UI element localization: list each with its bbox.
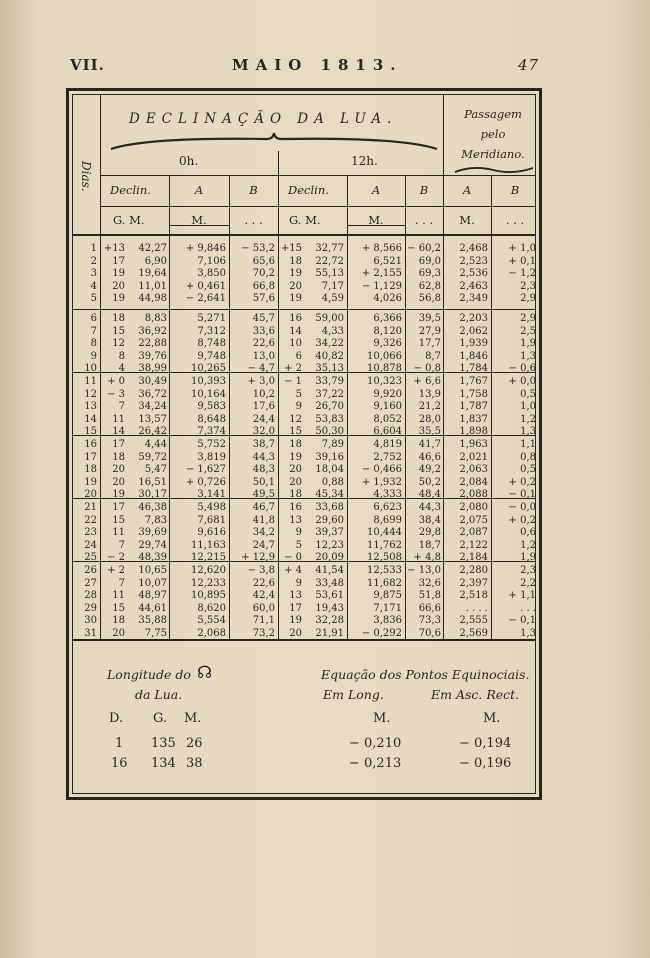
declin-12-min-cell: 59,00 4,33 34,22 40,82 35,13 [315, 313, 344, 375]
a-12-cell: 6,366 8,120 9,326 10,066 10,878 [367, 313, 402, 375]
declin-12-min-cell: 33,68 29,60 39,37 12,23 20,09 [315, 502, 344, 564]
unit-dots-12: . . . [414, 213, 434, 227]
declin-12-deg-cell: +15 18 19 20 19 [280, 243, 302, 305]
a-12-cell: + 8,566 6,521 + 2,155 − 1,129 4,026 [361, 243, 402, 305]
passagem-b-cell: + 1,0 + 0,1 − 1,2 2,3 2,9 [508, 243, 536, 305]
longitude-row-deg: 134 [151, 756, 176, 771]
b-12-cell: + 6,6 13,9 21,2 28,0 35,5 [413, 376, 441, 438]
passagem-b-cell: 1,1 0,8 0,5 + 0,2 − 0,1 [508, 439, 536, 501]
declin-12-deg-cell: 18 19 20 20 18 [289, 439, 302, 501]
passagem-a-cell: 2,468 2,523 2,536 2,463 2,349 [459, 243, 488, 305]
running-header-title: MAIO 1813. [232, 56, 403, 74]
unit-m-0: M. [191, 213, 207, 227]
a-0-cell: 5,752 3,819 − 1,627 + 0,726 3,141 [185, 439, 226, 501]
a-0-cell: 5,498 7,681 9,616 11,163 12,215 [191, 502, 226, 564]
a-12-cell: 10,323 9,920 9,160 8,052 6,604 [367, 376, 402, 438]
b-0-cell: 38,7 44,3 48,3 50,1 49,5 [252, 439, 275, 501]
declin-0-deg-cell: 18 15 12 8 4 [112, 313, 125, 375]
unit-gm-0: G. M. [113, 213, 145, 227]
declin-0-deg-cell: 17 18 20 20 19 [112, 439, 125, 501]
declin-12-deg-cell: + 4 9 13 17 19 20 [284, 565, 302, 639]
brace-ornament [107, 131, 441, 153]
declin-12-deg-cell: 16 13 9 5 − 0 [284, 502, 302, 564]
a-12-cell: 4,819 2,752 − 0,466 + 1,932 4,333 [361, 439, 402, 501]
a-0-cell: + 9,846 7,106 3,850 + 0,461 − 2,641 [185, 243, 226, 305]
declin-12-min-cell: 32,77 22,72 55,13 7,17 4,59 [315, 243, 344, 305]
dias-cell: 11 12 13 14 15 [84, 376, 97, 438]
col-d-label: D. [109, 711, 124, 726]
declin-12-deg-cell: 16 14 10 6 + 2 [284, 313, 302, 375]
passagem-a-cell: 2,203 2,062 1,939 1,846 1,784 [459, 313, 488, 375]
col-a-0: A [194, 183, 204, 197]
passagem-a-cell: 1,767 1,758 1,787 1,837 1,898 [459, 376, 488, 438]
declin-0-deg-cell: + 0 − 3 7 11 14 [107, 376, 125, 438]
col-b-12: B [419, 183, 429, 197]
dias-cell: 16 17 18 19 20 [84, 439, 97, 501]
dias-cell: 26 27 28 29 30 31 [84, 565, 97, 639]
declin-12-deg-cell: − 1 5 9 12 15 [284, 376, 302, 438]
passagem-b-cell: + 0,0 0,5 1,0 1,2 1,3 [508, 376, 536, 438]
dias-cell: 21 22 23 24 25 [84, 502, 97, 564]
declin-0-min-cell: 46,38 7,83 39,69 29,74 48,39 [138, 502, 167, 564]
b-0-cell: 45,7 33,6 22,6 13,0 − 4,7 [247, 313, 275, 375]
equation-title: Equação dos Pontos Equinociais. [321, 667, 530, 682]
passagem-label-3: Meridiano. [461, 147, 525, 161]
dias-label: Dias. [79, 161, 93, 192]
passagem-a-cell: 2,080 2,075 2,087 2,122 2,184 [459, 502, 488, 564]
passagem-label-2: pelo [480, 127, 506, 141]
col-b-pass: B [510, 183, 520, 197]
col-declin-12: Declin. [288, 183, 329, 197]
equation-long-value: − 0,210 [349, 736, 402, 751]
rule-dias [100, 95, 101, 640]
passagem-b-cell: 2,3 2,2 + 1,1 . . . − 0,1 1,3 [508, 565, 536, 639]
unit-m-long: M. [373, 711, 391, 726]
dias-cell: 1 2 3 4 5 [90, 243, 97, 305]
a-12-cell: 6,623 8,699 10,444 11,762 12,508 [367, 502, 402, 564]
longitude-row-day: 16 [111, 756, 128, 771]
ephemeris-table-frame [66, 88, 542, 800]
unit-gm-12: G. M. [289, 213, 321, 227]
passagem-b-cell: − 0,0 + 0,2 0,6 1,2 1,9 [508, 502, 536, 564]
rule-colhead [100, 175, 535, 176]
col-g-label: G. [153, 711, 168, 726]
a-0-cell: 5,271 7,312 8,748 9,748 10,265 [191, 313, 226, 375]
col-declin-0: Declin. [110, 183, 151, 197]
unit-dots-pass: . . . [505, 213, 525, 227]
a-12-cell: 12,533 11,682 9,875 7,171 3,836 − 0,292 [361, 565, 402, 639]
b-12-cell: 41,7 46,6 49,2 50,2 48,4 [418, 439, 441, 501]
col-a-pass: A [462, 183, 472, 197]
declin-0-min-cell: 10,65 10,07 48,97 44,61 35,88 7,75 [138, 565, 167, 639]
b-12-cell: − 60,2 69,0 69,3 62,8 56,8 [407, 243, 441, 305]
b-12-cell: 39,5 27,9 17,7 8,7 − 0,8 [413, 313, 441, 375]
passagem-a-cell: 1,963 2,021 2,063 2,084 2,088 [459, 439, 488, 501]
declin-0-min-cell: 8,83 36,92 22,88 39,76 38,99 [138, 313, 167, 375]
declin-0-deg-cell: 17 15 11 7 − 2 [107, 502, 125, 564]
longitude-row-deg: 135 [151, 736, 176, 751]
declin-12-min-cell: 7,89 39,16 18,04 0,88 45,34 [315, 439, 344, 501]
b-12-cell: 44,3 38,4 29,8 18,7 + 4,8 [413, 502, 441, 564]
rule-units [100, 206, 535, 207]
declin-0-deg-cell: +13 17 19 20 19 [103, 243, 125, 305]
unit-m-12: M. [368, 213, 384, 227]
declin-0-deg-cell: + 2 7 11 15 18 20 [107, 565, 125, 639]
b-0-cell: − 53,2 65,6 70,2 66,8 57,6 [241, 243, 275, 305]
b-0-cell: + 3,0 10,2 17,6 24,4 32,0 [247, 376, 275, 438]
passagem-b-cell: 2,9 2,5 1,9 1,3 − 0,6 [508, 313, 536, 375]
ascending-node-icon: ☊ [197, 663, 213, 683]
declin-12-min-cell: 41,54 33,48 53,61 19,43 32,28 21,91 [315, 565, 344, 639]
col-b-0: B [249, 183, 258, 197]
running-header-left: VII. [70, 56, 105, 74]
rule-header-bottom [73, 234, 535, 236]
b-0-cell: 46,7 41,8 34,2 24,7 + 12,9 [241, 502, 275, 564]
longitude-row-day: 1 [115, 736, 124, 751]
unit-dots-0: . . . [244, 213, 263, 227]
hour-0-label: 0h. [179, 154, 199, 168]
longitude-row-min: 38 [186, 756, 203, 771]
equation-long-value: − 0,213 [349, 756, 402, 771]
em-asc-label: Em Asc. Rect. [431, 687, 520, 702]
a-0-cell: 10,393 10,164 9,583 8,648 7,374 [191, 376, 226, 438]
declin-12-min-cell: 33,79 37,22 26,70 53,83 50,30 [315, 376, 344, 438]
unit-m-pass: M. [459, 213, 475, 227]
hour-12-label: 12h. [351, 154, 378, 168]
b-12-cell: − 13,0 32,6 51,8 66,6 73,3 70,6 [407, 565, 441, 639]
declin-0-min-cell: 4,44 59,72 5,47 16,51 30,17 [138, 439, 167, 501]
declin-0-min-cell: 30,49 36,72 34,24 13,57 26,42 [138, 376, 167, 438]
page-number: 47 [518, 56, 540, 74]
table-title: DECLINAÇÃO DA LUA. [129, 111, 398, 127]
passagem-label-1: Passagem [464, 107, 522, 121]
longitude-title: Longitude do [107, 667, 191, 682]
group-rule [73, 309, 535, 310]
col-m-label: M. [184, 711, 202, 726]
em-long-label: Em Long. [323, 687, 384, 702]
declin-0-min-cell: 42,27 6,90 19,64 11,01 44,98 [138, 243, 167, 305]
longitude-subtitle: da Lua. [135, 687, 183, 702]
b-0-cell: − 3,8 22,6 42,4 60,0 71,1 73,2 [247, 565, 275, 639]
equation-asc-value: − 0,196 [459, 756, 512, 771]
passagem-ornament [453, 165, 535, 175]
passagem-a-cell: 2,280 2,397 2,518 . . . . 2,555 2,569 [459, 565, 488, 639]
longitude-row-min: 26 [186, 736, 203, 751]
dias-cell: 6 7 8 9 10 [84, 313, 97, 375]
col-a-12: A [371, 183, 381, 197]
equation-asc-value: − 0,194 [459, 736, 512, 751]
a-0-cell: 12,620 12,233 10,895 8,620 5,554 2,068 [191, 565, 226, 639]
unit-m-asc: M. [483, 711, 501, 726]
